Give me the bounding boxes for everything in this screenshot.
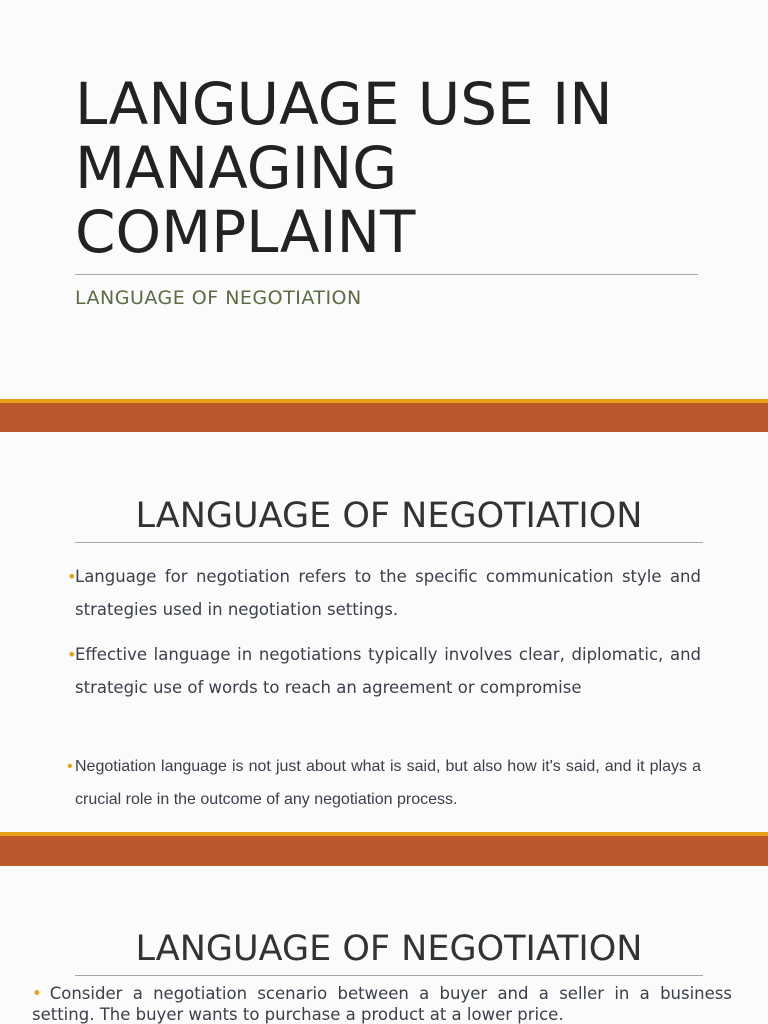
slide-negotiation-definition bbox=[0, 432, 768, 832]
main-title-line-1: LANGUAGE USE IN bbox=[75, 70, 613, 138]
main-title-line-3: COMPLAINT bbox=[75, 198, 416, 266]
bullet-text: Negotiation language is not just about what is said, but also how it's said, and it plays a crucial role in the outcome of any negotiation process. bbox=[75, 758, 701, 808]
main-title-line-2: MANAGING bbox=[75, 134, 398, 202]
slide-heading: LANGUAGE OF NEGOTIATION bbox=[135, 929, 643, 969]
bullet-dot-icon: • bbox=[67, 758, 73, 775]
bullet-item bbox=[67, 638, 701, 704]
bullet-text: Consider a negotiation scenario between a buyer and a seller in a business setting. The buyer wants to purchase a product at a lower price. bbox=[32, 984, 732, 1024]
bullet-text: Effective language in negotiations typically involves clear, diplomatic, and strategic use of words to reach an agreement or compromise bbox=[75, 645, 701, 697]
bullet-item bbox=[32, 983, 732, 1024]
heading-divider bbox=[75, 542, 703, 543]
bullet-item bbox=[67, 560, 701, 626]
bullet-dot-icon: • bbox=[67, 645, 77, 664]
subtitle: LANGUAGE OF NEGOTIATION bbox=[75, 287, 362, 309]
title-divider bbox=[75, 274, 698, 275]
bullet-dot-icon: • bbox=[67, 567, 77, 586]
slide-negotiation-scenario bbox=[0, 866, 768, 1024]
slide-separator-band bbox=[0, 832, 768, 866]
slide-title bbox=[0, 0, 768, 400]
main-title bbox=[75, 72, 715, 264]
slide-heading: LANGUAGE OF NEGOTIATION bbox=[135, 496, 643, 536]
bullet-item bbox=[67, 750, 701, 816]
slide-separator-band bbox=[0, 399, 768, 432]
bullet-text: Language for negotiation refers to the specific communication style and strategies used in negotiation settings. bbox=[75, 567, 701, 619]
bullet-dot-icon: • bbox=[32, 984, 42, 1003]
heading-divider bbox=[75, 975, 703, 976]
